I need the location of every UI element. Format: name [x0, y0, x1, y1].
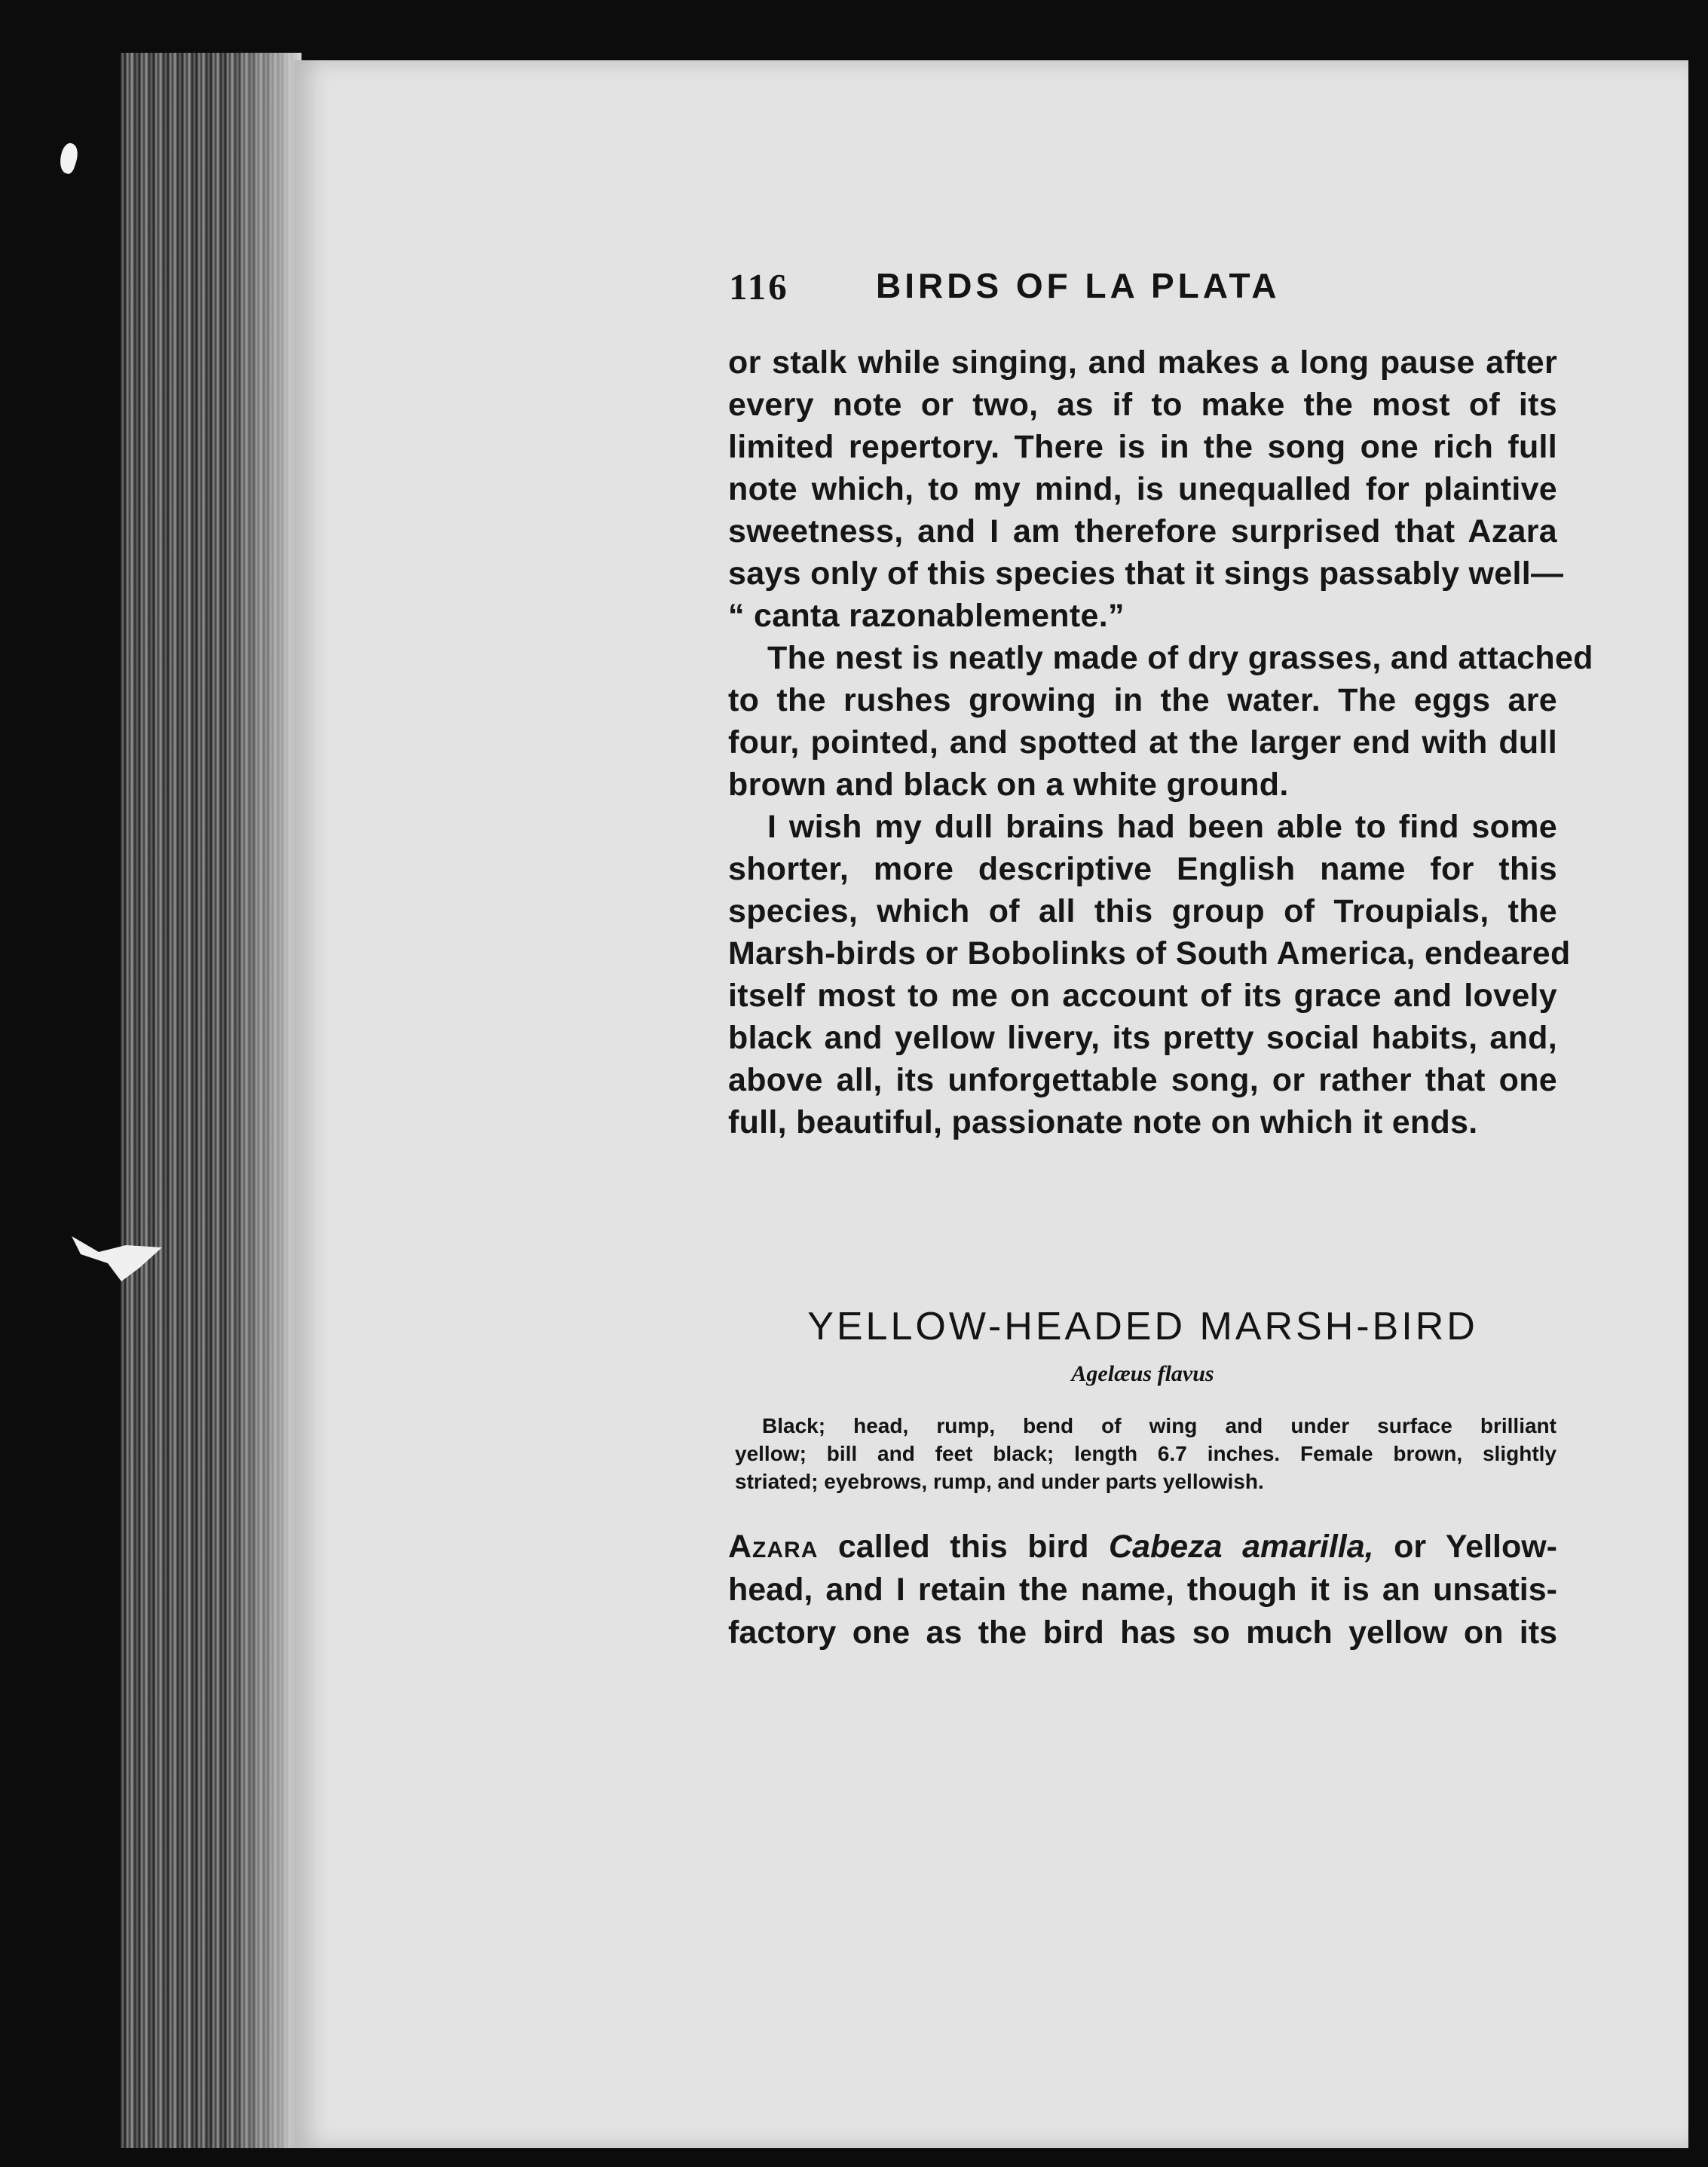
text-line: head, and I retain the name, though it is an unsatis-	[728, 1572, 1557, 1608]
text-line: itself most to me on account of its grace and lovely	[728, 978, 1557, 1014]
text-line: or stalk while singing, and makes a long pause after	[728, 344, 1557, 381]
section-heading: YELLOW-HEADED MARSH-BIRD	[807, 1305, 1478, 1348]
text-line: limited repertory. There is in the song one rich full	[728, 429, 1557, 465]
text-fragment: called this bird	[818, 1529, 1110, 1565]
text-line: shorter, more descriptive English name for this	[728, 851, 1557, 887]
spanish-name: Cabeza amarilla,	[1109, 1529, 1374, 1565]
text-line: species, which of all this group of Troupials, the	[728, 893, 1557, 929]
text-line: note which, to my mind, is unequalled for plaintive	[728, 471, 1557, 507]
description-line: Black; head, rump, bend of wing and under surface brilliant	[762, 1414, 1556, 1437]
text-line: brown and black on a white ground.	[728, 767, 1289, 803]
species-description	[735, 1412, 1556, 1495]
text-line: sweetness, and I am therefore surprised that Azara	[728, 513, 1557, 549]
text-line: every note or two, as if to make the most of its	[728, 387, 1557, 423]
description-line: striated; eyebrows, rump, and under parts yellowish.	[735, 1470, 1264, 1493]
text-fragment: or Yellow-	[1373, 1529, 1557, 1565]
text-line: The nest is neatly made of dry grasses, and attached	[767, 640, 1593, 676]
text-line: black and yellow livery, its pretty social habits, and,	[728, 1020, 1557, 1056]
chapter-text	[728, 341, 1593, 1143]
species-latin-name: Agelæus flavus	[1071, 1361, 1214, 1386]
text-line: full, beautiful, passionate note on which it ends.	[728, 1104, 1478, 1140]
paper-tear-mark	[56, 142, 81, 176]
text-line: to the rushes growing in the water. The eggs are	[728, 682, 1557, 718]
page-number: 116	[729, 266, 789, 308]
text-line: above all, its unforgettable song, or rather that one	[728, 1062, 1557, 1098]
text-line: factory one as the bird has so much yellow on its	[728, 1615, 1557, 1651]
text-line: “ canta razonablemente.”	[728, 598, 1125, 634]
text-line: Marsh-birds or Bobolinks of South America, endeared	[728, 935, 1571, 972]
gutter-shadow	[226, 53, 302, 2148]
text-line: says only of this species that it sings passably well—	[728, 556, 1564, 592]
text-line: four, pointed, and spotted at the larger end with dull	[728, 724, 1557, 761]
text-line	[728, 1526, 1557, 1569]
author-name: Azara	[728, 1529, 819, 1565]
running-title: BIRDS OF LA PLATA	[876, 266, 1281, 305]
section-body-text	[728, 1526, 1557, 1654]
text-line: I wish my dull brains had been able to find some	[767, 809, 1557, 845]
running-head	[729, 265, 1370, 318]
description-line: yellow; bill and feet black; length 6.7 inches. Female brown, slightly	[735, 1442, 1556, 1465]
